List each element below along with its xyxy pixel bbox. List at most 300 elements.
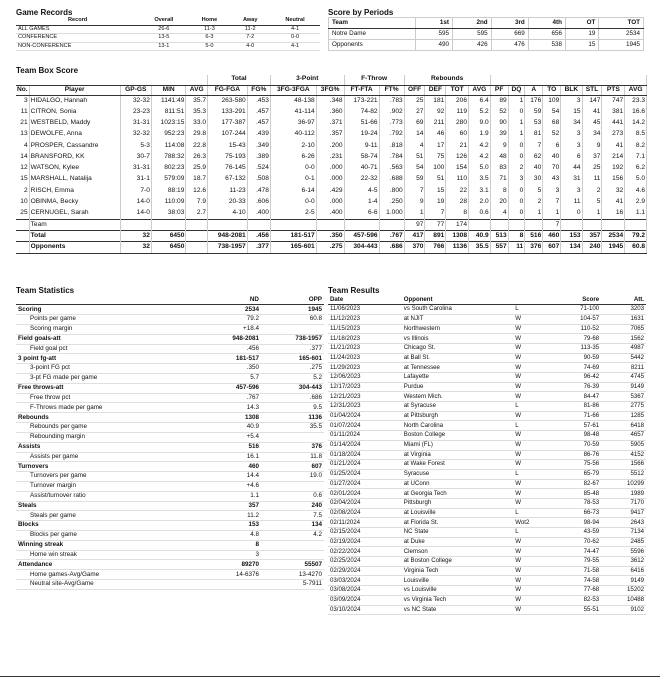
table-cell: .439 [247, 129, 270, 140]
table-cell: 36-97 [270, 118, 316, 129]
table-cell: 10 [16, 197, 29, 208]
table-cell: .688 [379, 174, 404, 185]
table-cell: 46 [425, 129, 446, 140]
table-cell [186, 219, 208, 230]
table-row [16, 580, 324, 590]
table-row [16, 34, 320, 43]
table-cell: 30 [525, 174, 543, 185]
table-cell: 4.2 [469, 140, 491, 151]
table-cell: 71 [490, 174, 508, 185]
table-cell: CITRON, Sonia [29, 106, 120, 117]
table-cell: 10488 [601, 595, 646, 605]
table-cell: 177-387 [208, 118, 248, 129]
table-cell: DEWOLFE, Anna [29, 129, 120, 140]
table-cell: 98-94 [552, 518, 601, 528]
table-cell: 9149 [601, 576, 646, 586]
table-cell: 119 [446, 106, 469, 117]
table-cell: L [513, 402, 552, 412]
header-cell: Overall [139, 17, 188, 25]
table-cell: 22.8 [186, 140, 208, 151]
table-cell: .800 [379, 185, 404, 196]
table-cell: 67-132 [208, 174, 248, 185]
table-row [328, 373, 646, 383]
table-cell: W [513, 392, 552, 402]
table-cell: 173-221 [344, 95, 379, 106]
table-cell: 35.7 [186, 95, 208, 106]
table-cell: 11-3 [188, 25, 230, 34]
table-cell: NC State [402, 528, 513, 538]
table-cell: 370 [404, 242, 425, 253]
table-cell: 5.2 [261, 374, 324, 384]
table-cell: 15 [16, 174, 29, 185]
table-row [16, 364, 324, 374]
table-cell: .360 [316, 106, 344, 117]
table-cell: 206 [446, 95, 469, 106]
table-cell: 3 [508, 174, 525, 185]
table-cell: 114:08 [151, 140, 186, 151]
table-row [329, 40, 644, 51]
table-cell: 81 [525, 129, 543, 140]
table-row [16, 42, 320, 51]
table-cell: 0 [508, 140, 525, 151]
table-cell: 7 [525, 140, 543, 151]
header-cell: Score [552, 295, 601, 305]
table-cell: 19 [425, 197, 446, 208]
table-cell: 13-4270 [261, 570, 324, 580]
header-cell: FT% [379, 85, 404, 95]
table-cell: .275 [261, 364, 324, 374]
table-cell: 557 [490, 242, 508, 253]
table-cell: W [513, 547, 552, 557]
table-cell: 4 [404, 140, 425, 151]
table-cell: 11 [561, 197, 582, 208]
team-results-section [328, 287, 646, 615]
table-row [328, 508, 646, 518]
table-cell: 14-0 [120, 208, 151, 219]
table-row [328, 324, 646, 334]
header-cell: OT [565, 18, 598, 29]
table-cell: 81-86 [552, 402, 601, 412]
table-row [16, 118, 647, 129]
table-cell: 2 [525, 197, 543, 208]
table-cell: 02/15/2024 [328, 528, 402, 538]
table-cell: 3 point fg-att [16, 354, 198, 364]
table-cell: 5.2 [469, 106, 491, 117]
table-cell: 12/17/2023 [328, 382, 402, 392]
header-cell: DQ [508, 85, 525, 95]
table-cell: 97 [404, 219, 425, 230]
score-by-periods-title: Score by Periods [328, 8, 394, 17]
table-cell: 5-3 [120, 140, 151, 151]
table-cell: 75-193 [208, 151, 248, 162]
table-cell: 656 [528, 29, 565, 40]
table-cell: 490 [415, 40, 452, 51]
table-cell: 1945 [602, 242, 625, 253]
table-cell: 5367 [601, 392, 646, 402]
table-cell: 1989 [601, 489, 646, 499]
table-row [16, 354, 324, 364]
table-row [16, 174, 647, 185]
table-row [16, 452, 324, 462]
table-cell: 3-point FG pct [16, 364, 198, 374]
table-cell: Blocks [16, 521, 198, 531]
table-cell: 41 [602, 197, 625, 208]
table-cell: HIDALGO, Hannah [29, 95, 120, 106]
table-cell: 4-5 [344, 185, 379, 196]
table-cell: W [513, 334, 552, 344]
table-cell: 10299 [601, 479, 646, 489]
table-cell: W [513, 605, 552, 615]
table-cell: 134 [261, 521, 324, 531]
table-cell: 381 [602, 106, 625, 117]
group-3point: 3-Point [270, 75, 344, 85]
table-cell: 2-5 [270, 208, 316, 219]
table-cell: 14 [16, 151, 29, 162]
table-cell: 68 [543, 118, 561, 129]
table-cell: Rebounding margin [16, 432, 198, 442]
table-cell: 18.7 [186, 174, 208, 185]
group-free-throw: F-Throw [344, 75, 404, 85]
table-cell [469, 219, 491, 230]
header-cell: Player [29, 85, 120, 95]
table-cell: 6.2 [625, 163, 647, 174]
table-row [328, 547, 646, 557]
header-cell: AVG [625, 85, 647, 95]
table-cell: L [513, 528, 552, 538]
table-cell: at Boston College [402, 557, 513, 567]
table-cell: at Wake Forest [402, 460, 513, 470]
table-cell: 165-601 [261, 354, 324, 364]
table-cell: 74-47 [552, 547, 601, 557]
table-row [16, 462, 324, 472]
table-cell: .767 [379, 231, 404, 242]
table-cell: 01/25/2024 [328, 469, 402, 479]
table-cell: 32 [602, 185, 625, 196]
table-cell: 3 [16, 95, 29, 106]
table-cell: at UConn [402, 479, 513, 489]
table-cell: 8.2 [625, 140, 647, 151]
header-cell: FT-FTA [344, 85, 379, 95]
table-cell: 457-596 [344, 231, 379, 242]
table-cell: .773 [379, 118, 404, 129]
table-cell: 0 [508, 208, 525, 219]
table-cell: 51 [404, 151, 425, 162]
table-row [16, 481, 324, 491]
table-cell: .389 [247, 151, 270, 162]
table-cell: 357 [582, 231, 602, 242]
table-row [16, 315, 324, 325]
table-cell: 32-32 [120, 95, 151, 106]
table-cell: 13-1 [139, 42, 188, 51]
table-cell: 15 [565, 40, 598, 51]
table-cell: Assists per game [16, 452, 198, 462]
table-cell: W [513, 595, 552, 605]
table-cell: W [513, 363, 552, 373]
table-cell: 89 [490, 95, 508, 106]
table-cell: .200 [316, 140, 344, 151]
table-cell: 41 [602, 140, 625, 151]
table-cell: 31-1 [120, 174, 151, 185]
table-cell: 14-0 [120, 197, 151, 208]
table-cell [261, 550, 324, 560]
game-records-title: Game Records [16, 8, 73, 17]
table-cell: .453 [247, 95, 270, 106]
table-cell: 01/07/2024 [328, 421, 402, 431]
table-cell: 12/21/2023 [328, 392, 402, 402]
table-cell: 110-52 [552, 324, 601, 334]
table-cell: 40.9 [469, 231, 491, 242]
table-cell: 1945 [261, 305, 324, 315]
table-cell: .478 [247, 185, 270, 196]
table-cell: 426 [453, 40, 492, 51]
table-cell: 15202 [601, 586, 646, 596]
table-cell: 11-23 [208, 185, 248, 196]
table-cell: 357 [198, 501, 261, 511]
table-cell: 88:19 [151, 185, 186, 196]
table-cell: 11/12/2023 [328, 314, 402, 324]
table-cell: at Georgia Tech [402, 489, 513, 499]
page-bottom-rule [0, 676, 660, 677]
header-cell: FG% [247, 85, 270, 95]
table-cell: 8.5 [625, 129, 647, 140]
table-row [328, 363, 646, 373]
header-cell: TOT [446, 85, 469, 95]
table-row [16, 140, 647, 151]
table-cell: 02/19/2024 [328, 537, 402, 547]
table-cell: Scoring [16, 305, 198, 315]
table-cell: .818 [379, 140, 404, 151]
table-cell: 37 [582, 151, 602, 162]
table-cell: 28 [446, 197, 469, 208]
table-cell: 9 [582, 140, 602, 151]
table-cell: PROSPER, Cassandre [29, 140, 120, 151]
table-cell: 273 [602, 129, 625, 140]
table-cell: 31-31 [120, 163, 151, 174]
table-cell: at Pittsburgh [402, 411, 513, 421]
table-cell: .902 [379, 106, 404, 117]
table-cell: 181-517 [270, 231, 316, 242]
table-cell: at Louisville [402, 508, 513, 518]
table-cell: at Virginia [402, 450, 513, 460]
table-cell: 0 [508, 106, 525, 117]
table-cell: vs Louisville [402, 586, 513, 596]
box-score-table [16, 75, 647, 254]
table-cell: 3203 [601, 305, 646, 315]
table-cell: W [513, 440, 552, 450]
table-cell: 52 [490, 106, 508, 117]
table-cell [16, 219, 29, 230]
table-cell: 32-32 [120, 129, 151, 140]
table-cell: 11/18/2023 [328, 334, 402, 344]
table-cell: Lafayette [402, 373, 513, 383]
table-cell: W [513, 431, 552, 441]
table-cell: 79-68 [552, 334, 601, 344]
table-cell: 22-32 [344, 174, 379, 185]
table-cell: 0 [508, 185, 525, 196]
table-cell: 104-57 [552, 314, 601, 324]
table-row [16, 334, 324, 344]
game-records-section [16, 9, 320, 51]
table-cell: .783 [379, 95, 404, 106]
table-cell: 1 [404, 208, 425, 219]
header-cell: AVG [186, 85, 208, 95]
table-cell: 3.5 [469, 174, 491, 185]
table-cell: F-Throws made per game [16, 403, 198, 413]
table-cell: 12/06/2023 [328, 373, 402, 383]
table-cell: 75 [425, 151, 446, 162]
table-row [16, 151, 647, 162]
table-cell: 12.6 [186, 185, 208, 196]
header-cell: Date [328, 295, 402, 305]
table-cell: .231 [316, 151, 344, 162]
table-cell: 607 [261, 462, 324, 472]
table-cell: 5905 [601, 440, 646, 450]
table-cell: 74-82 [344, 106, 379, 117]
table-cell: 90-59 [552, 353, 601, 363]
table-cell: 4152 [601, 450, 646, 460]
table-cell: 7 [425, 208, 446, 219]
header-cell: GP-GS [120, 85, 151, 95]
table-cell: 4987 [601, 343, 646, 353]
table-cell: Western Mich. [402, 392, 513, 402]
group-total: Total [208, 75, 271, 85]
table-cell [344, 219, 379, 230]
table-cell: 516 [525, 231, 543, 242]
table-row [328, 382, 646, 392]
table-cell: .000 [316, 197, 344, 208]
table-row [16, 324, 324, 334]
game-records-table [16, 17, 320, 51]
table-cell: 6418 [601, 421, 646, 431]
table-row [328, 411, 646, 421]
team-statistics-table [16, 295, 324, 590]
table-cell: .686 [261, 393, 324, 403]
header-cell: FG-FGA [208, 85, 248, 95]
table-cell: 23-23 [120, 106, 151, 117]
table-cell: W [513, 314, 552, 324]
table-cell: 21 [16, 118, 29, 129]
table-cell: 8 [508, 231, 525, 242]
header-cell: 3FG% [316, 85, 344, 95]
table-cell: 4-1 [270, 42, 320, 51]
table-cell: Winning streak [16, 540, 198, 550]
table-cell: 27 [404, 106, 425, 117]
table-cell: at Syracuse [402, 402, 513, 412]
table-cell: 211 [425, 118, 446, 129]
table-cell: 79-55 [552, 557, 601, 567]
table-cell: 1.1 [625, 208, 647, 219]
table-cell: 65-79 [552, 469, 601, 479]
table-cell: 7.9 [186, 197, 208, 208]
table-cell: 1.9 [469, 129, 491, 140]
table-cell: Boston College [402, 431, 513, 441]
table-cell: vs Illinois [402, 334, 513, 344]
table-cell: .784 [379, 151, 404, 162]
table-cell: 14.2 [625, 118, 647, 129]
table-cell: 948-2081 [198, 334, 261, 344]
table-cell: 579:09 [151, 174, 186, 185]
table-row [16, 413, 324, 423]
table-row [328, 314, 646, 324]
table-cell [208, 219, 248, 230]
table-cell: CONFERENCE [16, 34, 139, 43]
table-cell: 11.2 [198, 511, 261, 521]
table-cell: 460 [198, 462, 261, 472]
table-cell: Turnover margin [16, 481, 198, 491]
table-cell: North Carolina [402, 421, 513, 431]
table-row [329, 29, 644, 40]
table-cell: 304-443 [344, 242, 379, 253]
table-row [16, 521, 324, 531]
table-cell: 29.8 [186, 129, 208, 140]
table-cell: 7 [404, 185, 425, 196]
table-cell: W [513, 489, 552, 499]
table-cell [525, 219, 543, 230]
table-cell [602, 219, 625, 230]
table-row [16, 501, 324, 511]
table-cell: W [513, 576, 552, 586]
header-cell: Home [188, 17, 230, 25]
table-cell: RISCH, Emma [29, 185, 120, 196]
header-cell: STL [582, 85, 602, 95]
header-cell: OPP [261, 295, 324, 305]
table-cell: 22 [446, 185, 469, 196]
table-cell [582, 219, 602, 230]
table-cell: 1945 [599, 40, 644, 51]
table-cell: Neutral site-Avg/Game [16, 580, 198, 590]
table-cell: +5.4 [198, 432, 261, 442]
table-cell: 263-580 [208, 95, 248, 106]
table-cell: 16 [602, 208, 625, 219]
header-cell: 2nd [453, 18, 492, 29]
table-row [328, 566, 646, 576]
header-cell: AVG [469, 85, 491, 95]
table-cell: .508 [247, 174, 270, 185]
header-cell: PTS [602, 85, 625, 95]
table-cell: 154 [446, 163, 469, 174]
header-cell: 3rd [491, 18, 528, 29]
table-cell: 11 [16, 106, 29, 117]
table-cell: Rebounds [16, 413, 198, 423]
table-cell: 280 [446, 118, 469, 129]
table-cell: Opponents [29, 242, 120, 253]
table-cell: 107-244 [208, 129, 248, 140]
table-row [328, 518, 646, 528]
table-cell: 60.8 [261, 315, 324, 325]
table-cell: 5-7911 [261, 580, 324, 590]
table-cell: .456 [198, 344, 261, 354]
table-cell: 74-69 [552, 363, 601, 373]
table-cell [16, 231, 29, 242]
table-cell: 20-33 [208, 197, 248, 208]
table-cell: 11/06/2023 [328, 305, 402, 315]
table-cell: 11.8 [261, 452, 324, 462]
table-cell: 66-73 [552, 508, 601, 518]
table-cell: Louisville [402, 576, 513, 586]
table-cell: 156 [602, 174, 625, 185]
table-cell [247, 219, 270, 230]
header-cell: 3FG-3FGA [270, 85, 316, 95]
table-cell: 40.9 [198, 423, 261, 433]
table-cell: 12/31/2023 [328, 402, 402, 412]
table-cell: 02/29/2024 [328, 566, 402, 576]
table-cell: 376 [261, 442, 324, 452]
table-cell: L [513, 305, 552, 315]
table-row [328, 402, 646, 412]
table-cell: .350 [198, 364, 261, 374]
table-row [16, 374, 324, 384]
table-row [328, 392, 646, 402]
